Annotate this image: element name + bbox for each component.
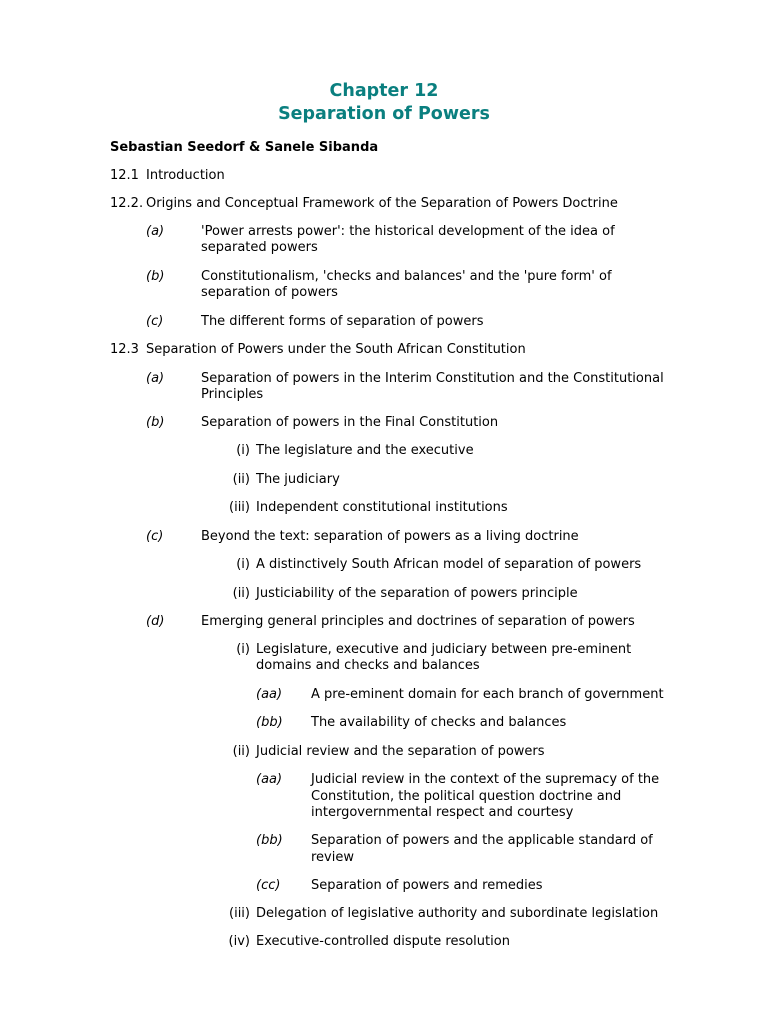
toc-label: (ii): [232, 744, 250, 759]
toc-entry: The judiciary: [256, 472, 340, 487]
toc-entry: Separation of powers in the Interim Constitution and the Constitutional: [201, 371, 664, 386]
toc-label: (a): [146, 224, 165, 239]
toc-section-title: Introduction: [146, 168, 225, 183]
toc-entry: review: [311, 850, 354, 865]
toc-entry: 'Power arrests power': the historical development of the idea of: [201, 224, 615, 239]
toc-entry: separated powers: [201, 240, 318, 255]
toc-label: (i): [236, 557, 250, 572]
toc-entry: Legislature, executive and judiciary between pre-eminent: [256, 642, 632, 657]
toc-section-title: Separation of Powers under the South African Constitution: [146, 342, 526, 357]
toc-label: (b): [146, 415, 165, 430]
toc-section-number: 12.1: [110, 168, 139, 183]
toc-label: (c): [146, 529, 164, 544]
toc-entry: Principles: [201, 387, 264, 402]
toc-entry: A pre-eminent domain for each branch of government: [311, 687, 664, 702]
toc-entry: Executive-controlled dispute resolution: [256, 934, 510, 949]
toc-label: (d): [146, 614, 165, 629]
toc-entry: separation of powers: [201, 285, 338, 300]
toc-entry: Justiciability of the separation of powers principle: [256, 586, 578, 601]
toc-label: (iii): [229, 906, 250, 921]
toc-label: (iii): [229, 500, 250, 515]
toc-label: (bb): [256, 833, 283, 848]
toc-section-number: 12.2.: [110, 196, 144, 211]
authors: Sebastian Seedorf & Sanele Sibanda: [110, 140, 379, 155]
toc-section-number: 12.3: [110, 342, 139, 357]
toc-label: (aa): [256, 687, 283, 702]
toc-label: (i): [236, 443, 250, 458]
toc-entry: Separation of powers in the Final Constitution: [201, 415, 499, 430]
toc-label: (c): [146, 314, 164, 329]
toc-label: (ii): [232, 472, 250, 487]
toc-entry: Judicial review in the context of the supremacy of the: [311, 772, 660, 787]
toc-entry: Independent constitutional institutions: [256, 500, 508, 515]
toc-entry: Separation of powers and remedies: [311, 878, 543, 893]
toc-entry: Constitution, the political question doctrine and: [311, 789, 622, 804]
toc-entry: Judicial review and the separation of powers: [256, 744, 545, 759]
toc-label: (b): [146, 269, 165, 284]
toc-entry: Emerging general principles and doctrines of separation of powers: [201, 614, 635, 629]
toc-entry: The different forms of separation of powers: [201, 314, 484, 329]
toc-label: (cc): [256, 878, 281, 893]
chapter-title: Separation of Powers: [278, 104, 490, 124]
toc-entry: Constitutionalism, 'checks and balances' and the 'pure form' of: [201, 269, 612, 284]
chapter-number: Chapter 12: [329, 81, 439, 101]
toc-label: (ii): [232, 586, 250, 601]
toc-entry: Separation of powers and the applicable standard of: [311, 833, 653, 848]
toc-label: (i): [236, 642, 250, 657]
toc-entry: A distinctively South African model of separation of powers: [256, 557, 642, 572]
toc-entry: domains and checks and balances: [256, 658, 480, 673]
chapter-heading: [0, 80, 768, 126]
toc-label: (bb): [256, 715, 283, 730]
toc-entry: The availability of checks and balances: [311, 715, 567, 730]
toc-section-title: Origins and Conceptual Framework of the Separation of Powers Doctrine: [146, 196, 618, 211]
toc-entry: intergovernmental respect and courtesy: [311, 805, 574, 820]
toc-label: (aa): [256, 772, 283, 787]
toc-label: (a): [146, 371, 165, 386]
toc-entry: Beyond the text: separation of powers as a living doctrine: [201, 529, 579, 544]
toc-entry: The legislature and the executive: [256, 443, 474, 458]
toc-entry: Delegation of legislative authority and subordinate legislation: [256, 906, 659, 921]
toc-label: (iv): [228, 934, 250, 949]
